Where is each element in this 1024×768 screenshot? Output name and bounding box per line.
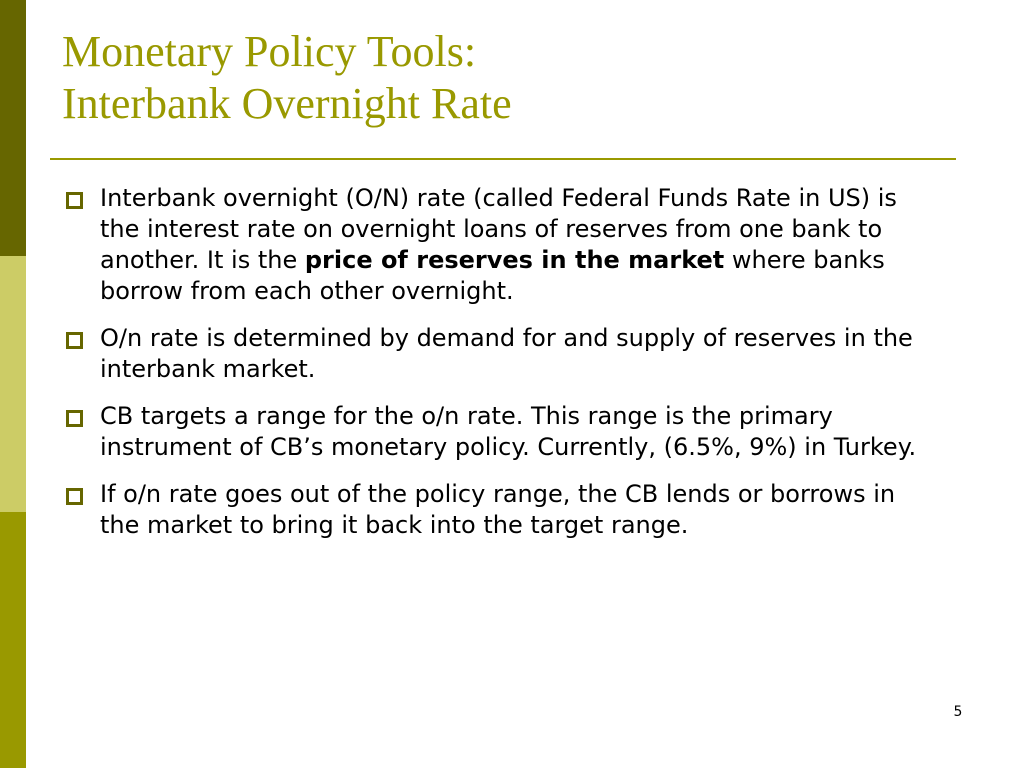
sidebar-band-dark <box>0 0 26 256</box>
bullet-text <box>100 184 897 305</box>
sidebar-band-light <box>0 256 26 512</box>
bullet-text: If o/n rate goes out of the policy range, the CB lends or borrows in the market to bring it back into the target range. <box>100 480 896 539</box>
bullet-text: CB targets a range for the o/n rate. This range is the primary instrument of CB’s monetary policy. Currently, (6.5%, 9%) in Turkey. <box>100 402 917 461</box>
bullet-text-after: where banks borrow from each other overnight. <box>100 246 885 305</box>
bullet-item <box>62 479 942 541</box>
title-divider <box>50 158 956 160</box>
slide-title-line-2: Interbank Overnight Rate <box>62 79 512 128</box>
bullet-text-before: Interbank overnight (O/N) rate (called Federal Funds Rate in US) is the interest rate on overnight loans of reserves from one bank to another. It is the <box>100 184 897 274</box>
bullet-list <box>62 183 942 557</box>
hollow-square-bullet-icon <box>66 410 83 427</box>
bullet-item <box>62 183 942 307</box>
slide-title-line-1: Monetary Policy Tools: <box>62 27 477 76</box>
bullet-item <box>62 401 942 463</box>
bullet-item <box>62 323 942 385</box>
hollow-square-bullet-icon <box>66 332 83 349</box>
bullet-text-bold: price of reserves in the market <box>304 246 725 274</box>
bullet-text: O/n rate is determined by demand for and supply of reserves in the interbank market. <box>100 324 913 383</box>
sidebar-band-medium <box>0 512 26 768</box>
slide-title <box>62 26 962 130</box>
hollow-square-bullet-icon <box>66 488 83 505</box>
hollow-square-bullet-icon <box>66 192 83 209</box>
page-number: 5 <box>953 704 963 720</box>
